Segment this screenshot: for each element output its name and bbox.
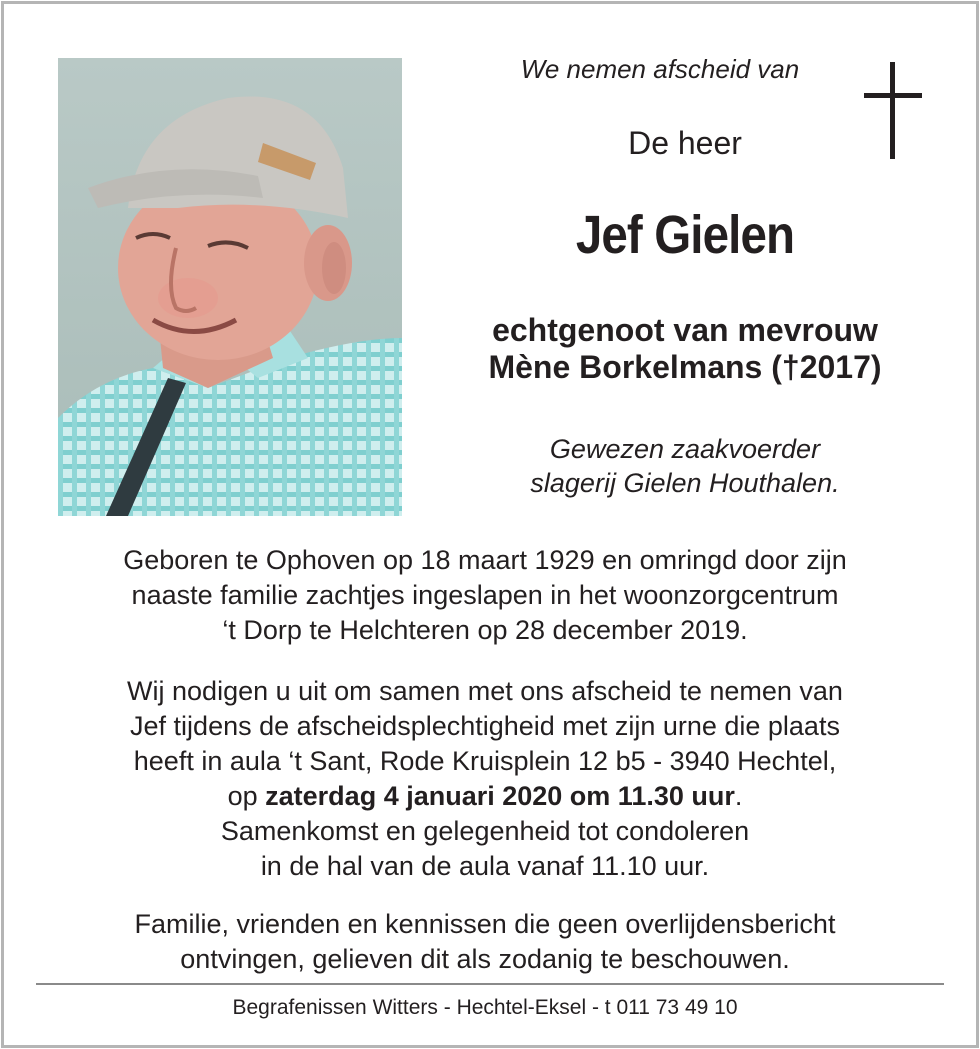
occupation-line-1: Gewezen zaakvoerder — [549, 434, 821, 464]
spouse-info — [420, 312, 950, 386]
occupation-info — [420, 432, 950, 500]
invitation-suffix: . — [734, 781, 743, 811]
birth-line-3: ‘t Dorp te Helchteren op 28 december 2019. — [222, 615, 748, 645]
invitation-line-4 — [30, 779, 940, 814]
invitation-line-6: in de hal van de aula vanaf 11.10 uur. — [260, 851, 710, 881]
invitation-prefix: op — [227, 781, 266, 811]
birth-paragraph — [30, 543, 940, 648]
invitation-paragraph — [30, 674, 940, 884]
funeral-home-footer: Begrafenissen Witters - Hechtel-Eksel - t 011 73 49 10 — [232, 996, 738, 1019]
ceremony-datetime: zaterdag 4 januari 2020 om 11.30 uur — [265, 781, 735, 811]
closing-paragraph — [30, 907, 940, 977]
intro-text: We nemen afscheid van — [520, 54, 800, 84]
spouse-line-2: Mène Borkelmans (†2017) — [488, 349, 882, 385]
spouse-line-1: echtgenoot van mevrouw — [492, 312, 878, 348]
invitation-line-5: Samenkomst en gelegenheid tot condoleren — [220, 816, 750, 846]
portrait-photo — [58, 58, 402, 516]
occupation-line-2: slagerij Gielen Houthalen. — [530, 468, 840, 498]
invitation-line-2: Jef tijdens de afscheidsplechtigheid met zijn urne die plaats — [130, 711, 840, 741]
birth-line-1: Geboren te Ophoven op 18 maart 1929 en omringd door zijn — [123, 545, 847, 575]
closing-line-2: ontvingen, gelieven dit als zodanig te beschouwen. — [180, 944, 790, 974]
honorific-title: De heer — [628, 125, 742, 161]
closing-line-1: Familie, vrienden en kennissen die geen overlijdensbericht — [134, 909, 836, 939]
divider-line — [36, 983, 944, 985]
deceased-name: Jef Gielen — [575, 205, 795, 265]
invitation-line-1: Wij nodigen u uit om samen met ons afscheid te nemen van — [127, 676, 843, 706]
cross-icon — [864, 62, 922, 159]
invitation-line-3: heeft in aula ‘t Sant, Rode Kruisplein 12 b5 - 3940 Hechtel, — [133, 746, 837, 776]
birth-line-2: naaste familie zachtjes ingeslapen in het woonzorgcentrum — [131, 580, 839, 610]
